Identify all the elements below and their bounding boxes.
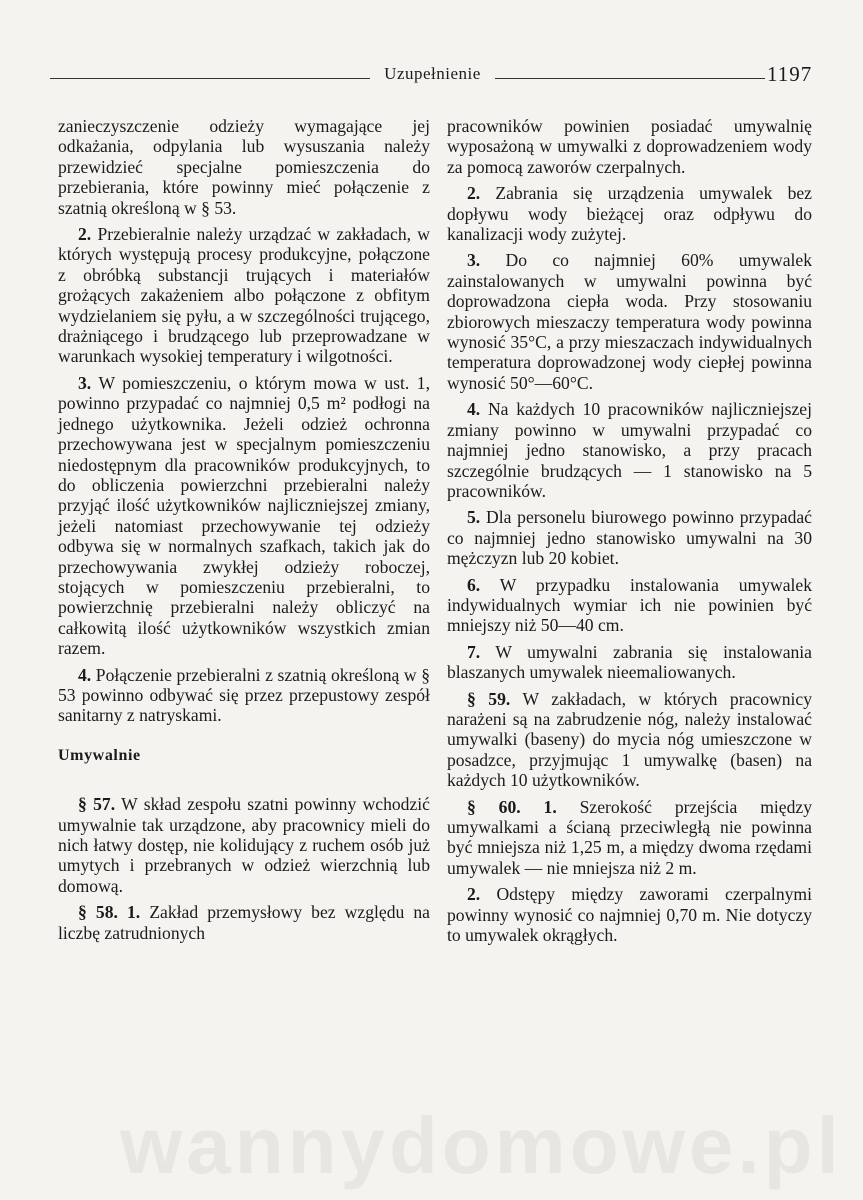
- paragraph-text: Na każdych 10 pracowników najliczniejszej zmiany powinno w umywalni przypadać co najmniej jedno stanowisko, a przy pracach szczególnie brudzących — 1 stanowisko na 5 pracowników.: [447, 399, 813, 501]
- section-number: § 57.: [78, 794, 116, 815]
- paragraph-text: W przypadku instalowania umywalek indywidualnych wymiar ich nie powinien być mniejszy niż 50—40 cm.: [447, 574, 812, 636]
- paragraph-57: [58, 794, 430, 896]
- paragraph-text: W zakładach, w których pracownicy narażeni są na zabrudzenie nóg, należy instalować umywalki (baseny) do mycia nóg umieszczone w posadzce, przyjmując 1 umywalkę (basen) na każdych 10 użytkowników.: [447, 688, 812, 791]
- paragraph-number: 6.: [467, 574, 481, 595]
- paragraph-text: Dla personelu biurowego powinno przypadać co najmniej jedno stanowisko umywalni na 30 mężczyzn lub 20 kobiet.: [447, 507, 812, 569]
- paragraph-text: W umywalni zabrania się instalowania blaszanych umywalek nieemaliowanych.: [447, 641, 812, 683]
- paragraph-r7: [447, 642, 812, 683]
- running-title: Uzupełnienie: [384, 64, 481, 83]
- section-number: § 59.: [467, 688, 511, 709]
- paragraph-60-2: [447, 884, 812, 945]
- header-rule-left: [50, 78, 370, 79]
- section-title: Umywalnie: [58, 746, 141, 764]
- paragraph-text: Szerokość przejścia między umywalkami a ścianą przeciwległą nie powinna być mniejsza niż 1,25 m, a między dwoma rzędami umywalek — nie mniejsza niż 2 m.: [447, 796, 813, 878]
- paragraph-2: [58, 224, 430, 367]
- paragraph-r6: [447, 575, 812, 636]
- paragraph-text: Odstępy między zaworami czerpalnymi powinny wynosić co najmniej 0,70 m. Nie dotyczy to umywalek okrągłych.: [447, 884, 812, 946]
- paragraph-59: [447, 689, 812, 791]
- paragraph-text: Przebieralnie należy urządzać w zakładach, w których występują procesy produkcyjne, połączone z obróbką substancji trujących i materiałów grożących zakażeniem albo połączone z obfitym wydzielaniem się pyłu, a w szczególności trującego, drażniącego i brudzącego lub przeprowadzane w warunkach wysokiej temperatury i wilgotności.: [58, 224, 430, 367]
- paragraph-4: [58, 665, 430, 726]
- paragraph-continuation: pracowników powinien posiadać umywalnię wyposażoną w umywalki z doprowadzeniem wody za pomocą zaworów czerpalnych.: [447, 116, 812, 177]
- paragraph-r3: [447, 250, 812, 393]
- paragraph-r4: [447, 399, 812, 501]
- paragraph-60: [447, 797, 812, 879]
- page-number: 1197: [767, 62, 813, 86]
- running-header: [40, 62, 830, 88]
- paragraph-r5: [447, 507, 812, 568]
- paragraph-number: 7.: [467, 641, 481, 662]
- paragraph-continuation: zanieczyszczenie odzieży wymagające jej odkażania, odpylania lub wysuszania należy przewidzieć specjalne pomieszczenia do przebierania, które powinny mieć połączenie z szatnią określoną w § 53.: [58, 116, 430, 218]
- paragraph-58: [58, 902, 430, 943]
- paragraph-text: Zabrania się urządzenia umywalek bez dopływu wody bieżącej oraz odpływu do kanalizacji wody zużytej.: [447, 183, 812, 245]
- paragraph-text: Połączenie przebieralni z szatnią określoną w § 53 powinno odbywać się przez przepustowy zespół sanitarny z natryskami.: [58, 664, 430, 726]
- paragraph-number: 3.: [78, 372, 92, 393]
- paragraph-number: 3.: [467, 250, 481, 271]
- left-column: [58, 116, 430, 943]
- paragraph-3: [58, 373, 430, 659]
- paragraph-number: 2.: [467, 884, 481, 905]
- paragraph-number: 2.: [78, 224, 92, 245]
- section-number: § 60. 1.: [467, 796, 557, 817]
- watermark: wannydomowe.pl: [120, 1101, 843, 1190]
- header-rule-right: [495, 78, 765, 79]
- paragraph-text: W pomieszczeniu, o którym mowa w ust. 1, powinno przypadać co najmniej 0,5 m² podłogi na jednego użytkownika. Jeżeli odzież ochronna przechowywana jest w specjalnym pomieszczeniu niedostępnym dla pracowników produkcyjnych, to do obliczenia powierzchni przebieralni należy przyjąć ilość użytkowników najliczniejszej zmiany, jeżeli natomiast przechowywanie tej odzieży odbywa się w normalnych szafkach, takich jak do przechowywania zwykłej odzieży roboczej, stojących w pomieszczeniu przebieralni, to powierzchnię przebieralni należy obliczyć na całkowitą ilość użytkowników wszystkich zmian razem.: [58, 372, 430, 659]
- right-column: [447, 116, 812, 945]
- paragraph-number: 4.: [467, 399, 481, 420]
- paragraph-text: Do co najmniej 60% umywalek zainstalowanych w umywalni powinna być doprowadzona ciepła woda. Przy stosowaniu zbiorowych mieszaczy temperatura wody powinna wynosić 35°C, a przy mieszaczach indywidualnych temperatura doprowadzonej wody ciepłej powinna wynosić 50°—60°C.: [447, 250, 812, 393]
- paragraph-number: 2.: [467, 183, 481, 204]
- paragraph-text: W skład zespołu szatni powinny wchodzić umywalnie tak urządzone, aby pracownicy mieli do nich łatwy dostęp, nie kolidujący z ruchem osób już umytych i przebranych w odzież wierzchnią lub domową.: [58, 794, 430, 896]
- paragraph-number: 4.: [78, 664, 92, 685]
- paragraph-r2: [447, 183, 812, 244]
- section-number: § 58. 1.: [78, 902, 141, 923]
- paragraph-text: Zakład przemysłowy bez względu na liczbę zatrudnionych: [58, 902, 430, 943]
- paragraph-number: 5.: [467, 507, 481, 528]
